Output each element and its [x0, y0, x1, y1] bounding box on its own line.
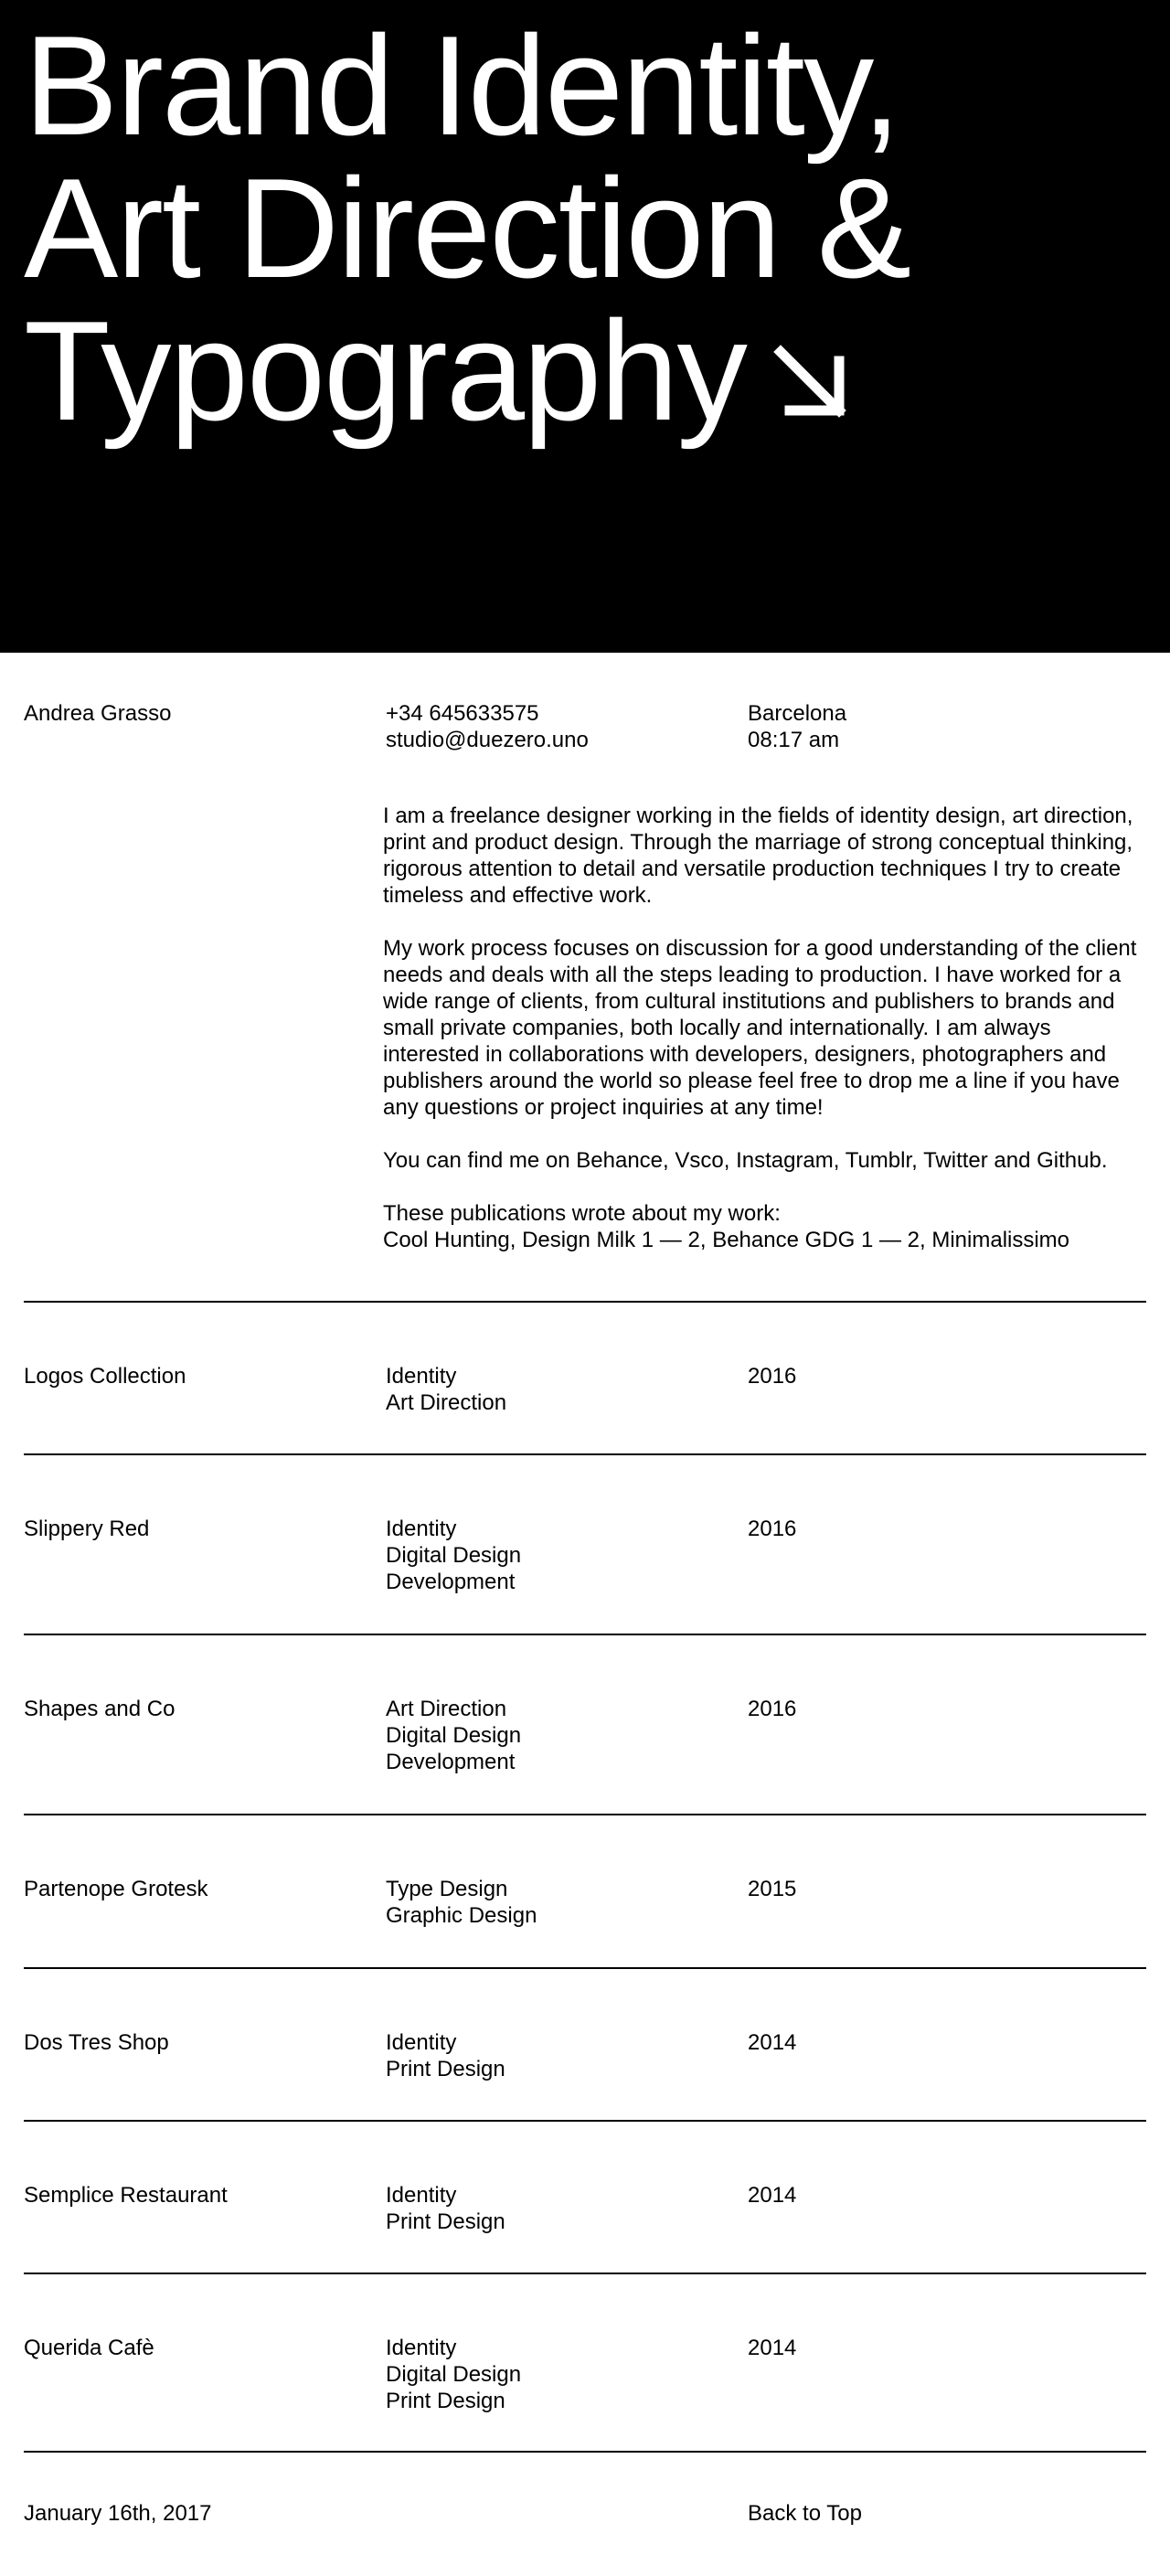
project-tag: Print Design	[386, 2057, 505, 2081]
contact-details	[386, 700, 589, 753]
hero-banner	[0, 0, 1170, 653]
bio-paragraph-1: I am a freelance designer working in the fields of identity design, art direction, print and product design. Through the marriage of strong conceptual thinking, rigorous attention to detail and versatile production techniques I try to create timeless and effective work.	[383, 804, 1133, 908]
hero-line-3	[24, 292, 1146, 450]
project-tags	[386, 2335, 521, 2414]
pub-link-behance-gdg-2[interactable]: 2	[907, 1228, 920, 1252]
pub-link-design-milk-2[interactable]: 2	[687, 1228, 700, 1252]
project-year: 2014	[748, 2030, 797, 2055]
project-tags	[386, 1876, 537, 1929]
footer	[24, 2500, 1146, 2527]
publications-intro: These publications wrote about my work:	[383, 1201, 781, 1226]
project-tag: Development	[386, 1750, 516, 1774]
divider	[24, 1814, 1146, 1815]
project-tag: Digital Design	[386, 1543, 522, 1568]
project-year: 2016	[748, 1697, 797, 1721]
email-link[interactable]: studio@duezero.uno	[386, 728, 589, 752]
city: Barcelona	[748, 701, 847, 726]
hero-line-1: Brand Identity,	[24, 6, 899, 165]
back-to-top-link[interactable]: Back to Top	[748, 2501, 862, 2526]
pub-link-cool-hunting[interactable]: Cool Hunting	[383, 1228, 510, 1252]
project-tag: Type Design	[386, 1877, 508, 1901]
social-link-github[interactable]: Github	[1037, 1148, 1101, 1173]
project-tag: Digital Design	[386, 1723, 522, 1748]
divider	[24, 2451, 1146, 2453]
project-name[interactable]: Querida Cafè	[24, 2336, 154, 2360]
bio	[383, 803, 1146, 1253]
project-name[interactable]: Partenope Grotesk	[24, 1877, 208, 1901]
project-year: 2016	[748, 1364, 797, 1389]
project-name[interactable]: Semplice Restaurant	[24, 2183, 228, 2208]
project-tags	[386, 1516, 521, 1595]
divider	[24, 2273, 1146, 2274]
phone-link[interactable]: +34 645633575	[386, 701, 539, 726]
pub-link-minimalissimo[interactable]: Minimalissimo	[931, 1228, 1070, 1252]
project-tag: Art Direction	[386, 1390, 507, 1415]
social-link-tumblr[interactable]: Tumblr	[845, 1148, 912, 1173]
project-tag: Identity	[386, 2183, 457, 2208]
project-tag: Print Design	[386, 2209, 505, 2234]
arrow-down-right-icon	[771, 343, 848, 420]
project-name[interactable]: Slippery Red	[24, 1517, 150, 1541]
project-tag: Development	[386, 1570, 516, 1594]
project-year: 2014	[748, 2183, 797, 2208]
divider	[24, 1301, 1146, 1303]
project-tag: Identity	[386, 1364, 457, 1389]
project-tag: Art Direction	[386, 1697, 507, 1721]
location-time	[748, 700, 846, 753]
pub-link-behance-gdg-1[interactable]: Behance GDG 1	[712, 1228, 874, 1252]
project-tags	[386, 2029, 505, 2082]
local-time: 08:17 am	[748, 728, 840, 752]
divider	[24, 1967, 1146, 1969]
hero-line-2: Art Direction &	[24, 149, 910, 307]
project-year: 2016	[748, 1517, 797, 1541]
project-tag: Identity	[386, 2030, 457, 2055]
social-links: You can find me on Behance, Vsco, Instagram, Tumblr, Twitter and Github.	[383, 1148, 1108, 1173]
project-name[interactable]: Shapes and Co	[24, 1697, 176, 1721]
project-tag: Graphic Design	[386, 1903, 537, 1928]
project-tags	[386, 1696, 521, 1775]
project-name[interactable]: Dos Tres Shop	[24, 2030, 169, 2055]
social-link-vsco[interactable]: Vsco	[675, 1148, 724, 1173]
project-tag: Digital Design	[386, 2362, 522, 2387]
divider	[24, 2120, 1146, 2122]
footer-date: January 16th, 2017	[24, 2501, 212, 2526]
social-link-twitter[interactable]: Twitter	[923, 1148, 988, 1173]
bio-paragraph-2: My work process focuses on discussion for a good understanding of the client needs and deals with all the steps leading to production. I have worked for a wide range of clients, from cultural institutions and publishers to brands and small private companies, both locally and internationally. I am always interested in collaborations with developers, designers, photographers and publishers around the world so please feel free to drop me a line if you have any questions or project inquiries at any time!	[383, 936, 1137, 1120]
project-year: 2015	[748, 1877, 797, 1901]
pub-link-design-milk-1[interactable]: Design Milk 1	[522, 1228, 654, 1252]
publications: These publications wrote about my work: Cool Hunting, Design Milk 1 — 2, Behance GDG 1 — 2, Minimalissimo	[383, 1200, 1146, 1253]
hero-line-3-text: Typography	[24, 292, 746, 450]
contact-info	[24, 700, 1146, 755]
project-tag: Identity	[386, 2336, 457, 2360]
divider	[24, 1453, 1146, 1455]
social-link-instagram[interactable]: Instagram	[736, 1148, 834, 1173]
project-tag: Identity	[386, 1517, 457, 1541]
divider	[24, 1634, 1146, 1635]
owner-name: Andrea Grasso	[24, 701, 172, 726]
social-link-behance[interactable]: Behance	[576, 1148, 664, 1173]
project-tags	[386, 2182, 505, 2235]
hero-title	[24, 6, 1146, 450]
project-tag: Print Design	[386, 2389, 505, 2413]
project-tags	[386, 1363, 506, 1416]
project-name[interactable]: Logos Collection	[24, 1364, 186, 1389]
project-year: 2014	[748, 2336, 797, 2360]
